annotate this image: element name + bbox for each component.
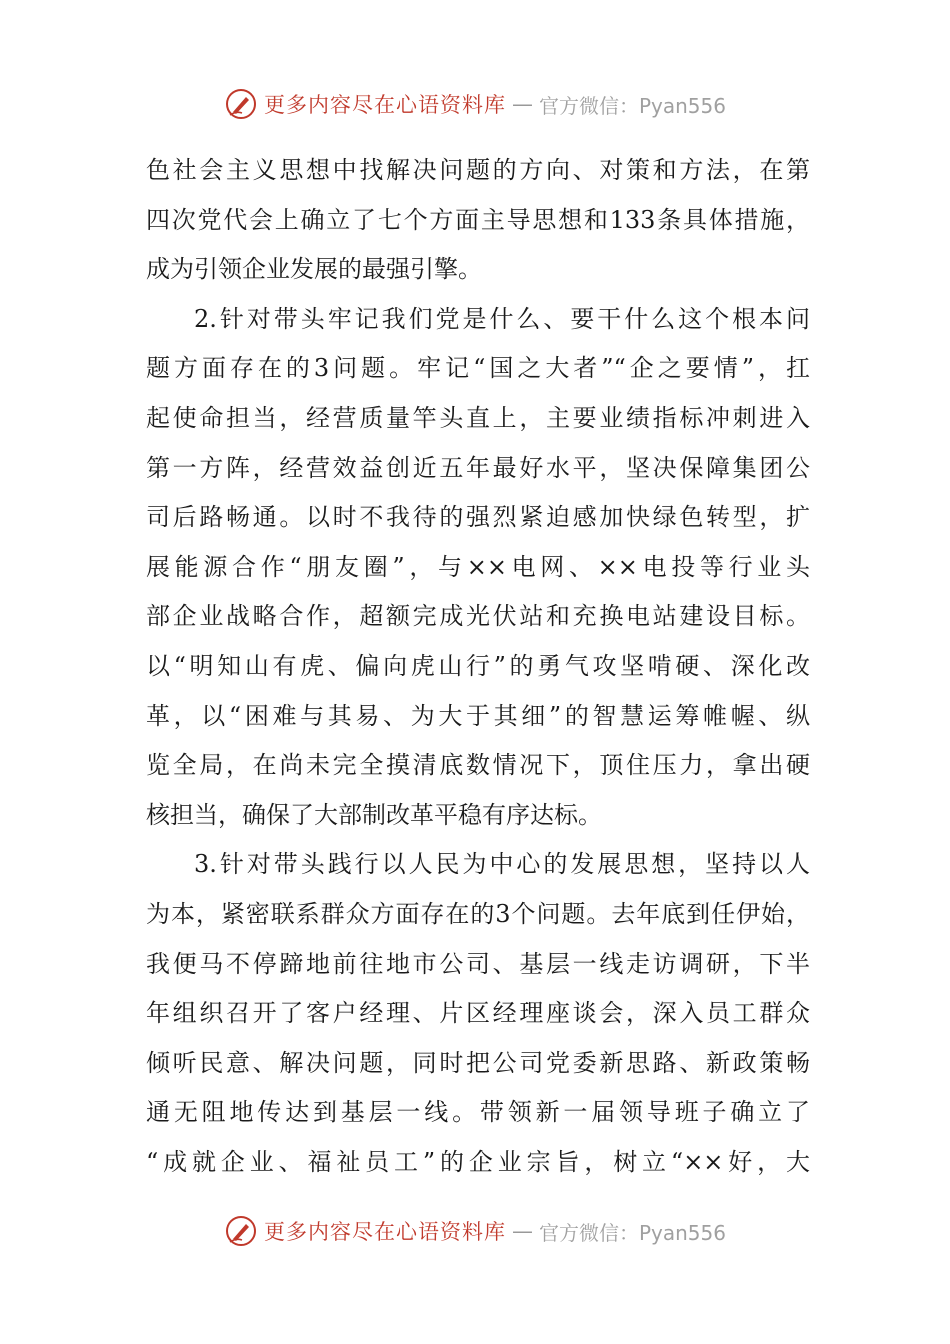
text-line: 为本，紧密联系群众方面存在的3个问题。去年底到任伊始， — [146, 899, 810, 928]
text-line: 览全局，在尚未完全摸清底数情况下，顶住压力，拿出硬 — [146, 751, 810, 780]
watermark-main-text: 更多内容尽在心语资料库 — [263, 93, 506, 117]
quill-logo-icon — [224, 1214, 258, 1248]
watermark-dash: — — [511, 92, 533, 116]
watermark-wechat-text: 官方微信：Pyan556 — [538, 1220, 726, 1245]
text-line: 色社会主义思想中找解决问题的方向、对策和方法，在第 — [146, 156, 810, 184]
document-body — [146, 146, 810, 1187]
text-line: 部企业战略合作，超额完成光伏站和充换电站建设目标。 — [146, 602, 810, 631]
text-line: 我便马不停蹄地前往地市公司、基层一线走访调研，下半 — [146, 949, 810, 978]
text-line: 司后路畅通。以时不我待的强烈紧迫感加快绿色转型，扩 — [146, 503, 810, 532]
paragraph-first-line: 2.针对带头牢记我们党是什么、要干什么这个根本问 — [194, 304, 810, 333]
watermark-wechat-text: 官方微信：Pyan556 — [538, 93, 726, 118]
text-line: 展能源合作“朋友圈”，与××电网、××电投等行业头 — [146, 552, 810, 581]
text-line: 四次党代会上确立了七个方面主导思想和133条具体措施， — [146, 205, 810, 234]
text-line: “成就企业、福祉员工”的企业宗旨，树立“××好，大 — [146, 1147, 810, 1176]
quill-logo-icon — [224, 87, 258, 121]
text-line: 成为引领企业发展的最强引擎。 — [146, 255, 482, 284]
text-line: 题方面存在的3问题。牢记“国之大者”“企之要情”，扛 — [146, 354, 810, 383]
footer-watermark — [0, 1211, 950, 1251]
text-line: 倾听民意、解决问题，同时把公司党委新思路、新政策畅 — [146, 1048, 810, 1077]
text-line: 起使命担当，经营质量竿头直上，主要业绩指标冲刺进入 — [146, 403, 810, 432]
text-line: 第一方阵，经营效益创近五年最好水平，坚决保障集团公 — [146, 453, 810, 482]
text-line: 以“明知山有虎、偏向虎山行”的勇气攻坚啃硬、深化改 — [146, 651, 810, 680]
header-watermark — [0, 84, 950, 124]
text-line: 年组织召开了客户经理、片区经理座谈会，深入员工群众 — [146, 999, 810, 1028]
paragraph-first-line: 3.针对带头践行以人民为中心的发展思想，坚持以人 — [194, 850, 810, 879]
watermark-dash: — — [511, 1219, 533, 1243]
watermark-main-text: 更多内容尽在心语资料库 — [263, 1220, 506, 1244]
text-line: 核担当，确保了大部制改革平稳有序达标。 — [146, 800, 602, 829]
text-line: 革，以“困难与其易、为大于其细”的智慧运筹帷幄、纵 — [146, 701, 810, 730]
text-line: 通无阻地传达到基层一线。带领新一届领导班子确立了 — [146, 1098, 810, 1127]
